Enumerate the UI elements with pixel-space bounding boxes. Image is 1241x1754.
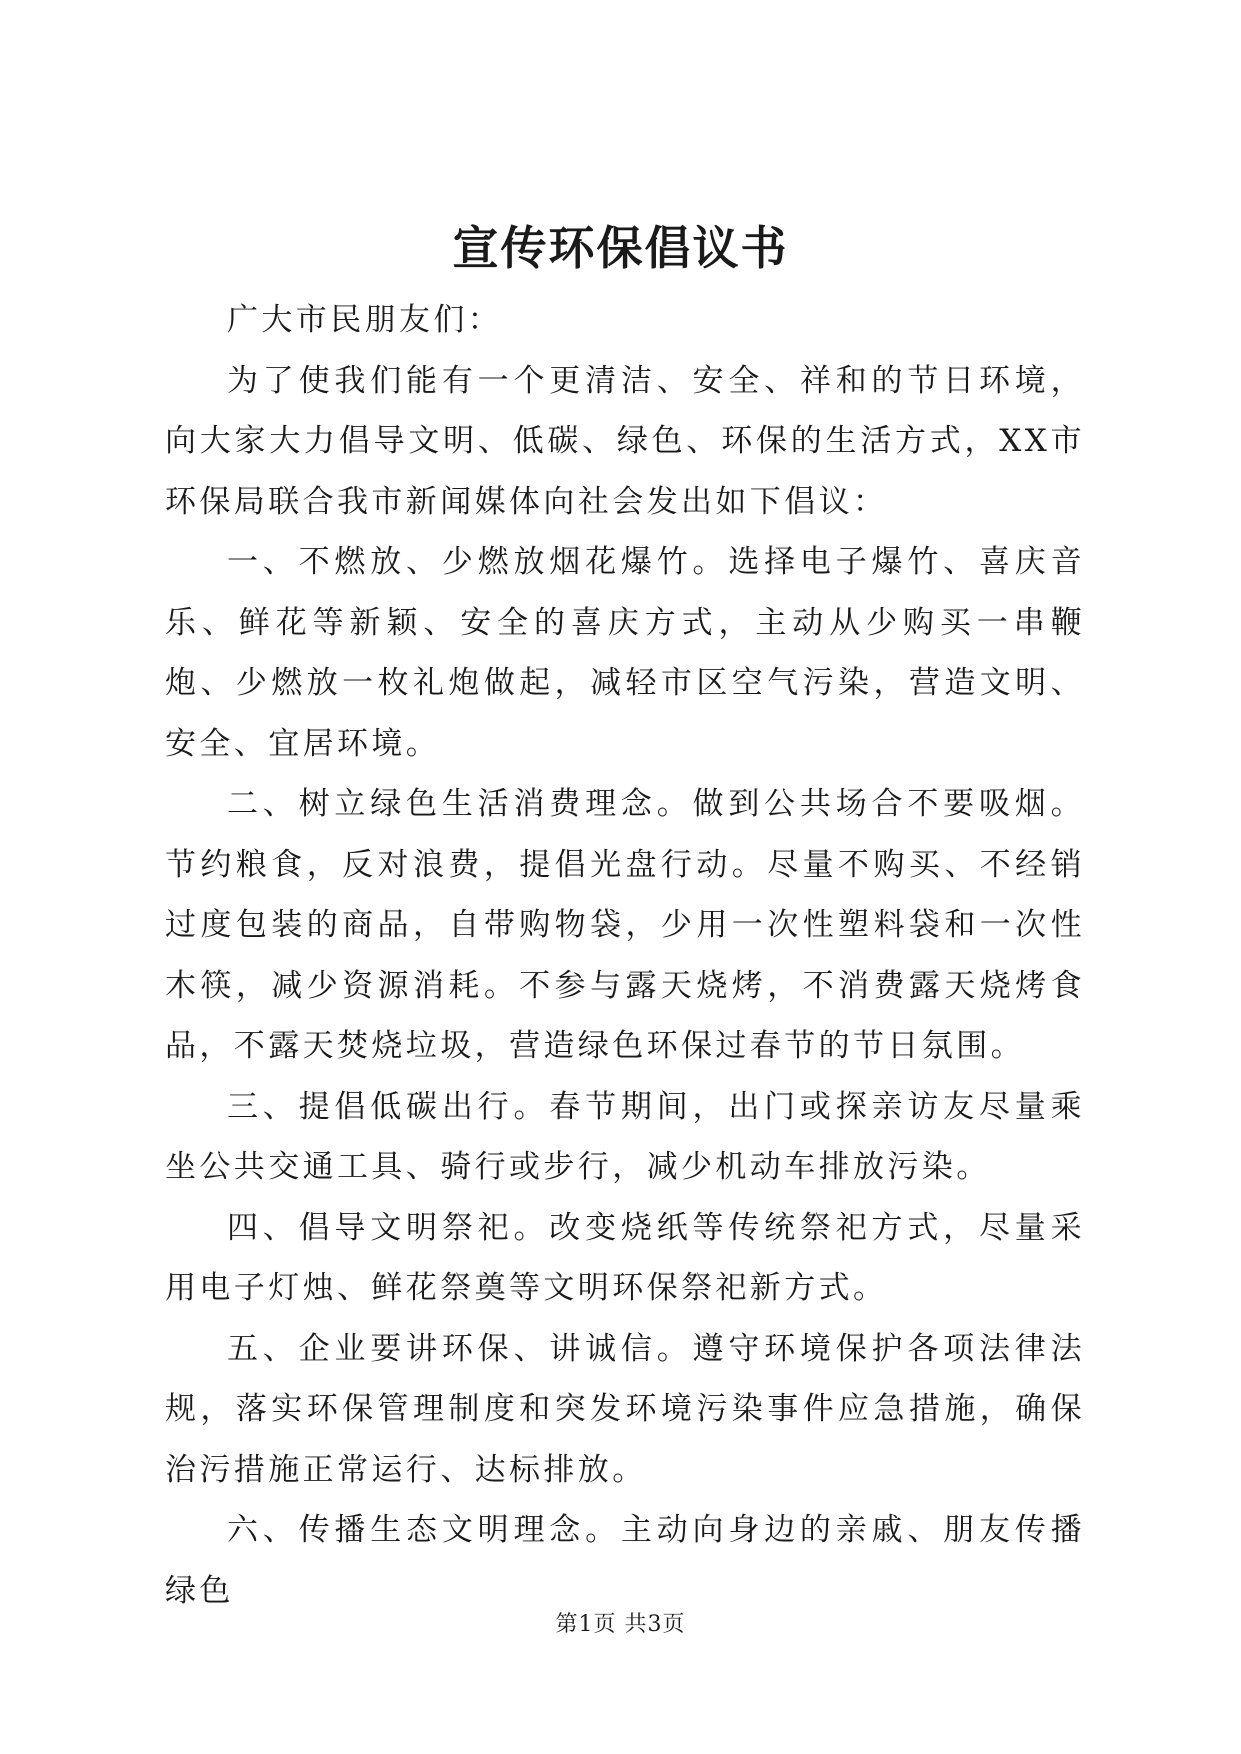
paragraph-item-3: 三、提倡低碳出行。春节期间，出门或探亲访友尽量乘坐公共交通工具、骑行或步行，减少机动车排放污染。 — [165, 1088, 1085, 1185]
salutation: 广大市民朋友们： — [227, 302, 503, 338]
document-title: 宣传环保倡议书 — [452, 221, 789, 275]
page-number-footer: 第1页 共3页 — [555, 1612, 686, 1637]
paragraph-intro: 为了使我们能有一个更清洁、安全、祥和的节日环境，向大家大力倡导文明、低碳、绿色、环保的生活方式，XX市环保局联合我市新闻媒体向社会发出如下倡议： — [165, 362, 1085, 520]
paragraph-item-4: 四、倡导文明祭祀。改变烧纸等传统祭祀方式，尽量采用电子灯烛、鲜花祭奠等文明环保祭祀新方式。 — [165, 1209, 1085, 1306]
paragraph-item-2: 二、树立绿色生活消费理念。做到公共场合不要吸烟。节约粮食，反对浪费，提倡光盘行动。尽量不购买、不经销过度包装的商品，自带购物袋，少用一次性塑料袋和一次性木筷，减少资源消耗。不参与露天烧烤，不消费露天烧烤食品，不露天焚烧垃圾，营造绿色环保过春节的节日氛围。 — [165, 786, 1085, 1064]
paragraph-item-5: 五、企业要讲环保、讲诚信。遵守环境保护各项法律法规，落实环保管理制度和突发环境污染事件应急措施，确保治污措施正常运行、达标排放。 — [165, 1330, 1085, 1488]
document-body — [165, 290, 1085, 1621]
paragraph-item-6: 六、传播生态文明理念。主动向身边的亲戚、朋友传播绿色 — [165, 1512, 1085, 1609]
paragraph-item-1: 一、不燃放、少燃放烟花爆竹。选择电子爆竹、喜庆音乐、鲜花等新颖、安全的喜庆方式，主动从少购买一串鞭炮、少燃放一枚礼炮做起，减轻市区空气污染，营造文明、安全、宜居环境。 — [165, 544, 1085, 762]
